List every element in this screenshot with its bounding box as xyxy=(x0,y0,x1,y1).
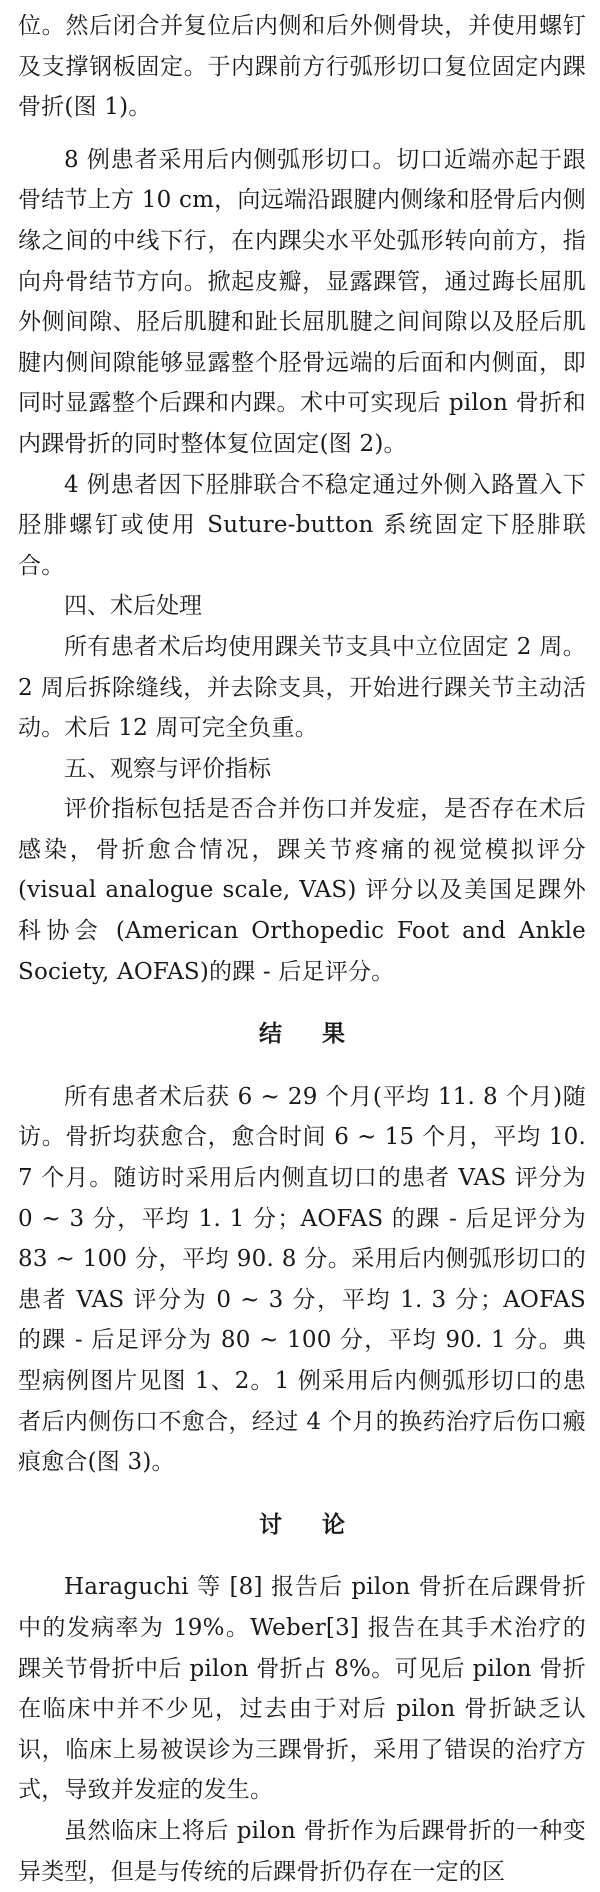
paragraph-syndesmosis: 4 例患者因下胫腓联合不稳定通过外侧入路置入下胫腓螺钉或使用 Suture-button 系统固定下胫腓联合。 xyxy=(18,471,586,579)
section-title-discussion: 讨论 xyxy=(259,1510,385,1538)
heading-postoperative-care: 四、术后处理 xyxy=(64,593,202,620)
paragraph-results: 所有患者术后获 6 ~ 29 个月(平均 11. 8 个月)随访。骨折均获愈合，愈合时间 6 ~ 15 个月，平均 10. 7 个月。随访时采用后内侧直切口的患者 VAS 评分为 0 ~ 3 分，平均 1. 1 分；AOFAS 的踝 - 后足评分为 83 ~ 100 分，平均 90. 8 分。采用后内侧弧形切口的患者 VAS 评分为 0 ~ 3 分，平均 1. 3 分；AOFAS 的踝 - 后足评分为 80 ~ 100 分，平均 90. 1 分。典型病例图片见图 1、2。1 例采用后内侧弧形切口的患者后内侧伤口不愈合，经过 4 个月的换药治疗后伤口瘢痕愈合(图 3)。 xyxy=(18,1083,586,1476)
paragraph-evaluation: 评价指标包括是否合并伤口并发症，是否存在术后感染，骨折愈合情况，踝关节疼痛的视觉模拟评分(visual analogue scale, VAS) 评分以及美国足踝外科协会 (American Orthopedic Foot and Ankle Society, AOFAS)的踝 - 后足评分。 xyxy=(18,796,586,985)
paragraph-discussion-variant: 虽然临床上将后 pilon 骨折作为后踝骨折的一种变异类型，但是与传统的后踝骨折仍存在一定的区 xyxy=(18,1817,586,1885)
paragraph-incision-closure: 位。然后闭合并复位后内侧和后外侧骨块，并使用螺钉及支撑钢板固定。于内踝前方行弧形切口复位固定内踝骨折(图 1)。 xyxy=(18,13,586,121)
section-title-results: 结果 xyxy=(259,1020,385,1048)
paragraph-discussion-incidence: Haraguchi 等 [8] 报告后 pilon 骨折在后踝骨折中的发病率为 19%。Weber[3] 报告在其手术治疗的踝关节骨折中后 pilon 骨折占 8%。可见后 pilon 骨折在临床中并不少见，过去由于对后 pilon 骨折缺乏认识，临床上易被误诊为三踝骨折，采用了错误的治疗方式，导致并发症的发生。 xyxy=(18,1574,586,1804)
paragraph-curved-incision: 8 例患者采用后内侧弧形切口。切口近端亦起于跟骨结节上方 10 cm，向远端沿跟腱内侧缘和胫骨后内侧缘之间的中线下行，在内踝尖水平处弧形转向前方，指向舟骨结节方向。掀起皮瓣，显露踝管，通过踇长屈肌外侧间隙、胫后肌腱和趾长屈肌腱之间间隙以及胫后肌腱内侧间隙能够显露整个胫骨远端的后面和内侧面，即同时显露整个后踝和内踝。术中可实现后 pilon 骨折和内踝骨折的同时整体复位固定(图 2)。 xyxy=(18,146,586,457)
paragraph-postoperative-care: 所有患者术后均使用踝关节支具中立位固定 2 周。2 周后拆除缝线，并去除支具，开始进行踝关节主动活动。术后 12 周可完全负重。 xyxy=(18,633,586,742)
heading-evaluation: 五、观察与评价指标 xyxy=(64,755,271,782)
